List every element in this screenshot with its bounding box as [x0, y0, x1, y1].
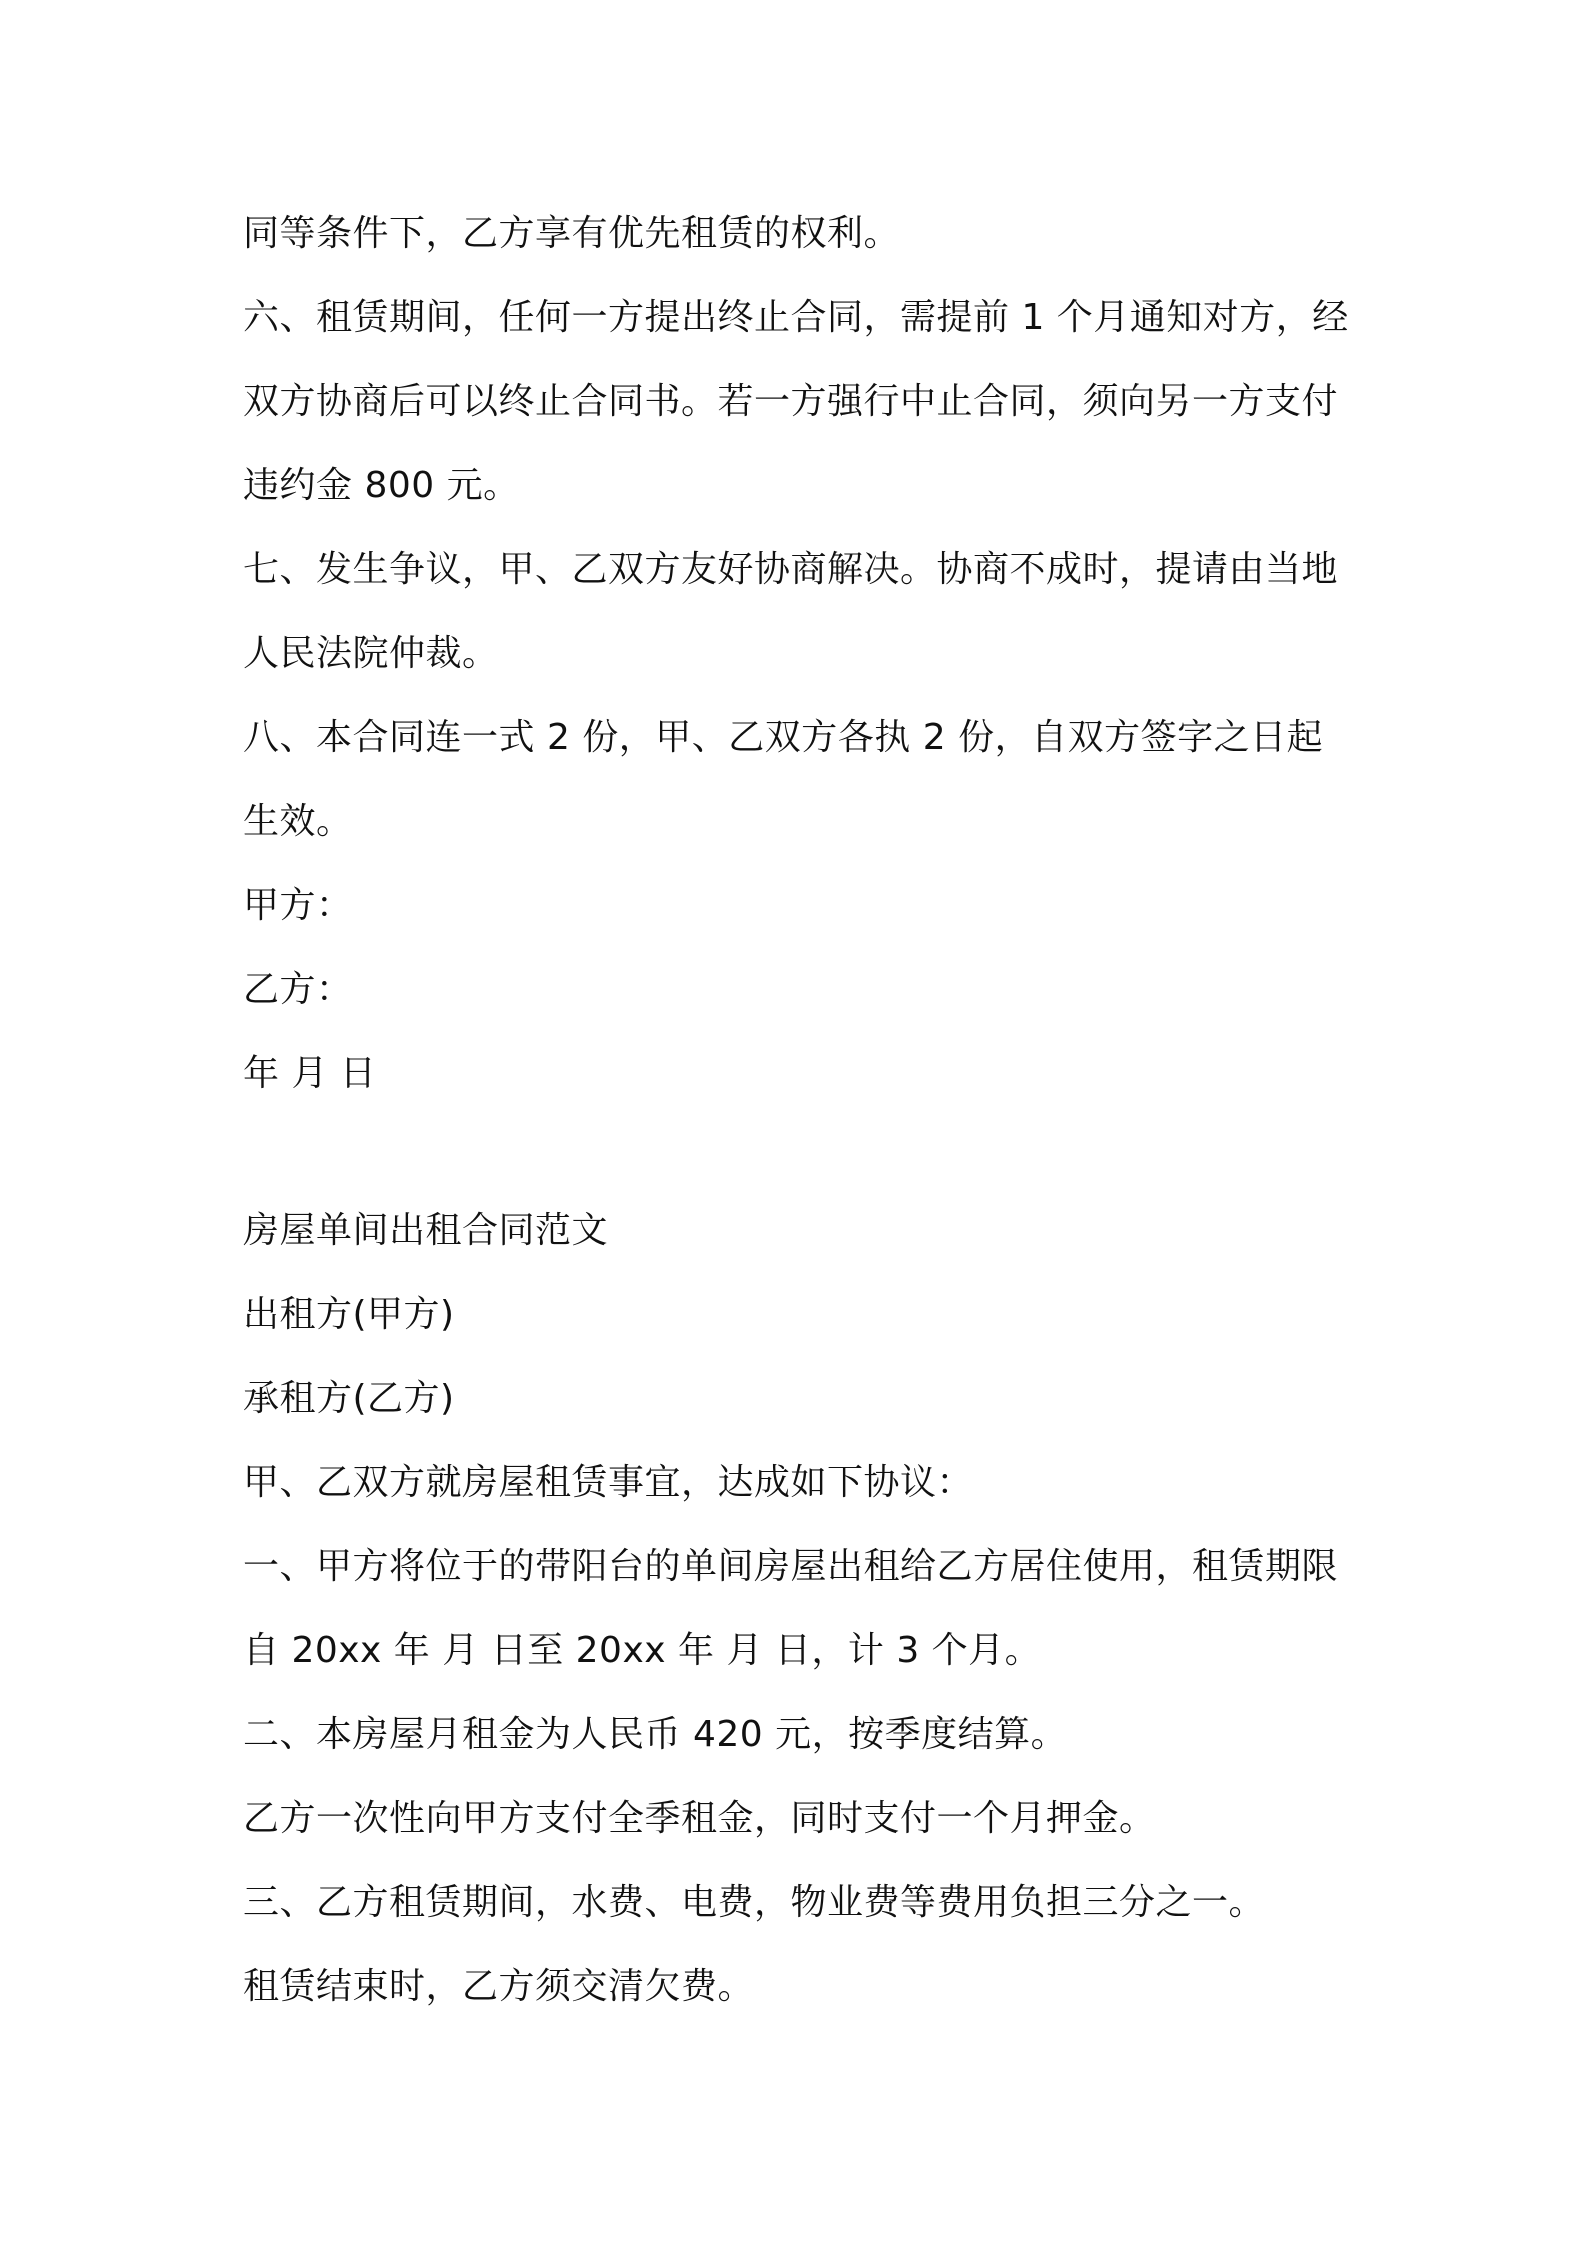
text-line: 甲、乙双方就房屋租赁事宜，达成如下协议：	[243, 1462, 974, 1503]
signature-party-a: 甲方：	[243, 885, 353, 926]
text-line: 同等条件下，乙方享有优先租赁的权利。	[243, 213, 901, 254]
document-body	[243, 192, 1363, 2029]
text-line: 承租方(乙方)	[243, 1378, 455, 1419]
text-line: 自 20xx 年 月 日至 20xx 年 月 日，计 3 个月。	[243, 1630, 1042, 1671]
text-line: 六、租赁期间，任何一方提出终止合同，需提前 1 个月通知对方，经	[243, 297, 1349, 338]
text-line: 一、甲方将位于的带阳台的单间房屋出租给乙方居住使用，租赁期限	[243, 1546, 1339, 1587]
text-line: 租赁结束时，乙方须交清欠费。	[243, 1966, 755, 2007]
text-line: 生效。	[243, 801, 353, 842]
text-line: 七、发生争议，甲、乙双方友好协商解决。协商不成时，提请由当地	[243, 549, 1339, 590]
text-line: 双方协商后可以终止合同书。若一方强行中止合同，须向另一方支付	[243, 381, 1339, 422]
text-line: 二、本房屋月租金为人民币 420 元，按季度结算。	[243, 1714, 1068, 1755]
text-line: 人民法院仲裁。	[243, 633, 499, 674]
text-line: 违约金 800 元。	[243, 465, 520, 506]
text-line: 出租方(甲方)	[243, 1294, 455, 1335]
text-line: 乙方一次性向甲方支付全季租金，同时支付一个月押金。	[243, 1798, 1156, 1839]
section-gap	[243, 1116, 1363, 1189]
section-title: 房屋单间出租合同范文	[243, 1210, 609, 1251]
text-line: 八、本合同连一式 2 份，甲、乙双方各执 2 份，自双方签字之日起	[243, 717, 1324, 758]
text-line: 三、乙方租赁期间，水费、电费，物业费等费用负担三分之一。	[243, 1882, 1266, 1923]
signature-party-b: 乙方：	[243, 969, 353, 1010]
signature-date: 年 月 日	[243, 1053, 377, 1094]
